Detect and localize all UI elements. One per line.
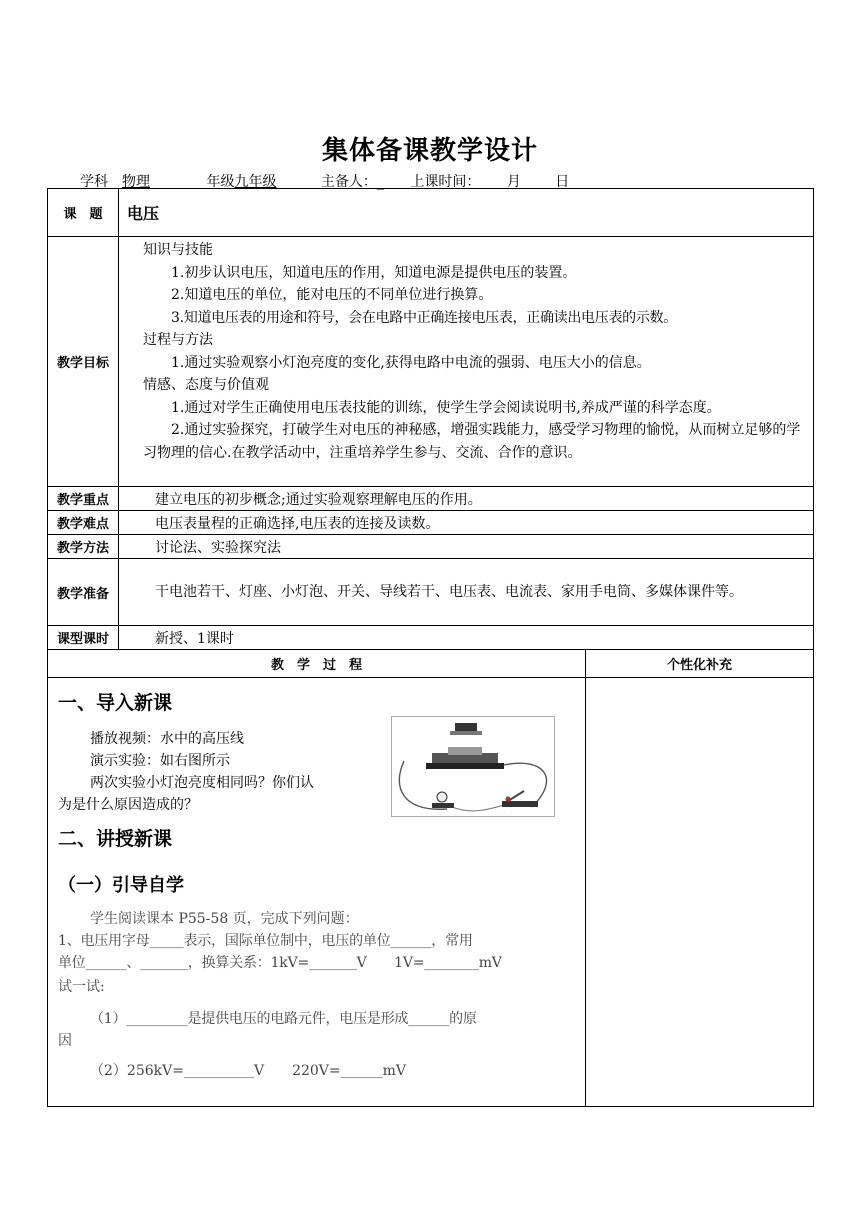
goal-heading-1: 知识与技能: [143, 242, 213, 258]
try-label: 试一试:: [58, 979, 105, 995]
class-time-label: 上课时间：: [410, 174, 481, 190]
method-value: 讨论法、实验探究法: [119, 535, 814, 559]
goals-row: [48, 237, 814, 487]
section-teaching-title: 二、讲授新课: [58, 828, 173, 850]
subject-value: 物理: [122, 174, 150, 190]
document-title: 集体备课教学设计: [321, 136, 538, 166]
goal-item: 2.通过实验探究，打破学生对电压的神秘感，增强实践能力，感受学习物理的愉悦，从而树立足够的学习物理的信心.在教学活动中，注重培养学生参与、交流、合作的意识。: [143, 422, 801, 461]
circuit-experiment-image: [391, 716, 555, 817]
lesson-plan-table: [47, 188, 814, 1107]
try-1-line-2: 因: [58, 1033, 72, 1049]
prep-row: [48, 559, 814, 626]
grade-label: 年级: [206, 174, 235, 190]
type-row: [48, 626, 814, 650]
prep-label: 教学准备: [48, 559, 119, 626]
topic-label: 课 题: [48, 189, 119, 237]
process-header: 教 学 过 程: [48, 650, 586, 678]
prep-value: 干电池若干、灯座、小灯泡、开关、导线若干、电压表、电流表、家用手电筒、多媒体课件等。: [119, 559, 814, 626]
process-content: [48, 678, 586, 1107]
day-label: 日: [555, 174, 570, 190]
goals-cell: [119, 237, 814, 487]
intro-line: 播放视频：水中的高压线: [90, 731, 244, 747]
focus-row: [48, 487, 814, 511]
focus-label: 教学重点: [48, 487, 119, 511]
topic-row: [48, 189, 814, 237]
difficulty-row: [48, 511, 814, 535]
type-label: 课型课时: [48, 626, 119, 650]
process-header-row: [48, 650, 814, 678]
circuit-diagram-graphic: [392, 717, 554, 816]
intro-line: 演示实验：如右图所示: [90, 753, 230, 769]
goal-item: 3.知道电压表的用途和符号，会在电路中正确连接电压表，正确读出电压表的示数。: [171, 309, 677, 326]
supplement-content: [586, 678, 814, 1107]
difficulty-label: 教学难点: [48, 511, 119, 535]
supplement-header: 个性化补充: [586, 650, 814, 678]
try-1-line-1: （1）_________是提供电压的电路元件，电压是形成______的原: [90, 1011, 477, 1027]
preparer-value: _: [376, 174, 384, 190]
preparer-label: 主备人：: [320, 174, 377, 190]
type-value: 新授、1课时: [119, 626, 814, 650]
intro-line: 为是什么原因造成的？: [58, 797, 198, 813]
goal-heading-2: 过程与方法: [143, 332, 213, 348]
goal-heading-3: 情感、态度与价值观: [143, 377, 269, 393]
process-body-row: [48, 678, 814, 1107]
reading-task: 学生阅读课本 P55-58 页，完成下列问题：: [90, 911, 359, 927]
subsection-self-study-title: （一）引导自学: [58, 875, 184, 896]
section-intro-title: 一、导入新课: [58, 692, 173, 714]
goals-label: 教学目标: [48, 237, 119, 487]
goal-item: 2.知道电压的单位，能对电压的不同单位进行换算。: [171, 287, 493, 303]
grade-value: 九年级: [234, 174, 277, 190]
intro-line: 两次实验小灯泡亮度相同吗？你们认: [90, 775, 314, 791]
try-2: （2）256kV=__________V 220V=______mV: [90, 1063, 407, 1079]
question-1-line-2: 单位______、_______，换算关系：1kV=_______V 1V=________mV: [58, 955, 502, 971]
goal-item: 1.通过实验观察小灯泡亮度的变化,获得电路中电流的强弱、电压大小的信息。: [171, 354, 651, 371]
method-label: 教学方法: [48, 535, 119, 559]
focus-value: 建立电压的初步概念;通过实验观察理解电压的作用。: [119, 487, 814, 511]
topic-value: 电压: [119, 189, 814, 237]
method-row: [48, 535, 814, 559]
goal-item: 1.初步认识电压，知道电压的作用，知道电源是提供电压的装置。: [171, 264, 577, 281]
difficulty-value: 电压表量程的正确选择,电压表的连接及读数。: [119, 511, 814, 535]
question-1-line-1: 1、电压用字母_____表示，国际单位制中，电压的单位______，常用: [58, 933, 473, 949]
month-label: 月: [506, 174, 521, 190]
subject-label: 学科: [80, 174, 108, 190]
goal-item: 1.通过对学生正确使用电压表技能的训练，使学生学会阅读说明书,养成严谨的科学态度。: [171, 399, 721, 416]
